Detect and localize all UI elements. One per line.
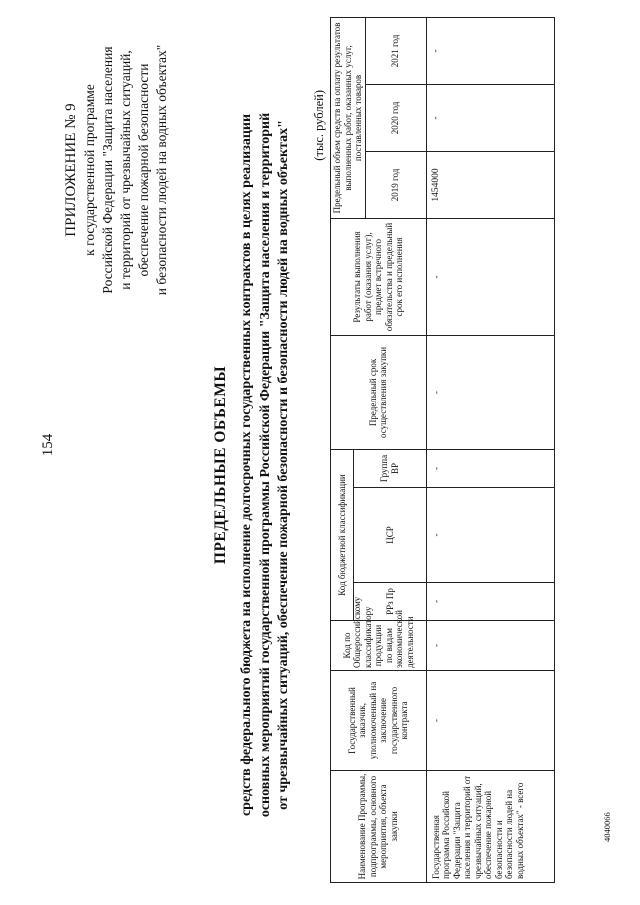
- header-deadline: Предельный срок осуществления закупки: [331, 335, 427, 449]
- header-okved: Код по Общероссийскому классификатору продукции по видам экономической деятельности: [331, 621, 427, 671]
- cell-2021: -: [426, 17, 554, 84]
- header-vr: Группа ВР: [354, 449, 427, 487]
- header-results: Результаты выполнения работ (оказания услуг), предмет встречного обязательства и предельный срок его исполнения: [331, 218, 427, 335]
- header-year-2019: 2019 год: [365, 151, 426, 218]
- footer-code: 4040066: [602, 812, 612, 842]
- document-heading: [212, 85, 294, 845]
- page-number: 154: [40, 433, 56, 457]
- appendix-line: обеспечение пожарной безопасности: [136, 63, 151, 277]
- appendix-title: ПРИЛОЖЕНИЕ № 9: [63, 103, 79, 237]
- appendix-line: Российской Федерации "Защита населения: [100, 46, 115, 294]
- appendix-line: и безопасности людей на водных объектах": [154, 44, 169, 296]
- cell-name: Государственная программа Российской Федерации "Защита населения и территорий от чрезвычайных ситуаций, обеспечение пожарной безопасности и безопасности людей на водных объектах" - всего: [426, 771, 554, 883]
- appendix-line: к государственной программе: [82, 84, 97, 256]
- units-label: (тыс. рублей): [312, 90, 326, 161]
- appendix-block: [62, 5, 171, 335]
- appendix-line: и территорий от чрезвычайных ситуаций,: [118, 50, 133, 290]
- cell-customer: -: [426, 671, 554, 771]
- header-year-2020: 2020 год: [365, 84, 426, 151]
- document-subtitle-line: основных мероприятий государственной программы Российской Федерации "Защита населения и территорий: [257, 112, 273, 818]
- header-rz-pr: РРз Пр: [354, 583, 427, 621]
- cell-2019: 1454000: [426, 151, 554, 218]
- cell-results: -: [426, 218, 554, 335]
- header-csr: ЦСР: [354, 488, 427, 583]
- table-row: [426, 17, 554, 882]
- header-limit: Предельный объем средств на оплату результатов выполненных работ, оказанных услуг, поставленных товаров: [331, 17, 366, 218]
- cell-rz-pr: -: [426, 583, 554, 621]
- document-subtitle-line: от чрезвычайных ситуаций, обеспечение пожарной безопасности и безопасности людей на водных объектах": [276, 120, 291, 810]
- cell-vr: -: [426, 449, 554, 487]
- cell-csr: -: [426, 488, 554, 583]
- header-year-2021: 2021 год: [365, 17, 426, 84]
- header-customer: Государственный заказчик, уполномоченный на заключение государственного контракта: [331, 671, 427, 771]
- document-subtitle-line: средств федерального бюджета на исполнение долгосрочных государственных контрактов в целях реализации: [239, 113, 254, 817]
- limits-table: [330, 18, 635, 883]
- cell-okved: -: [426, 621, 554, 671]
- cell-2020: -: [426, 84, 554, 151]
- cell-deadline: -: [426, 335, 554, 449]
- header-name: Наименование Программы, подпрограммы, основного мероприятия, объекта закупки: [331, 771, 427, 883]
- document-title: ПРЕДЕЛЬНЫЕ ОБЪЕМЫ: [212, 365, 229, 565]
- header-budget-code: Код бюджетной классификации: [331, 449, 354, 620]
